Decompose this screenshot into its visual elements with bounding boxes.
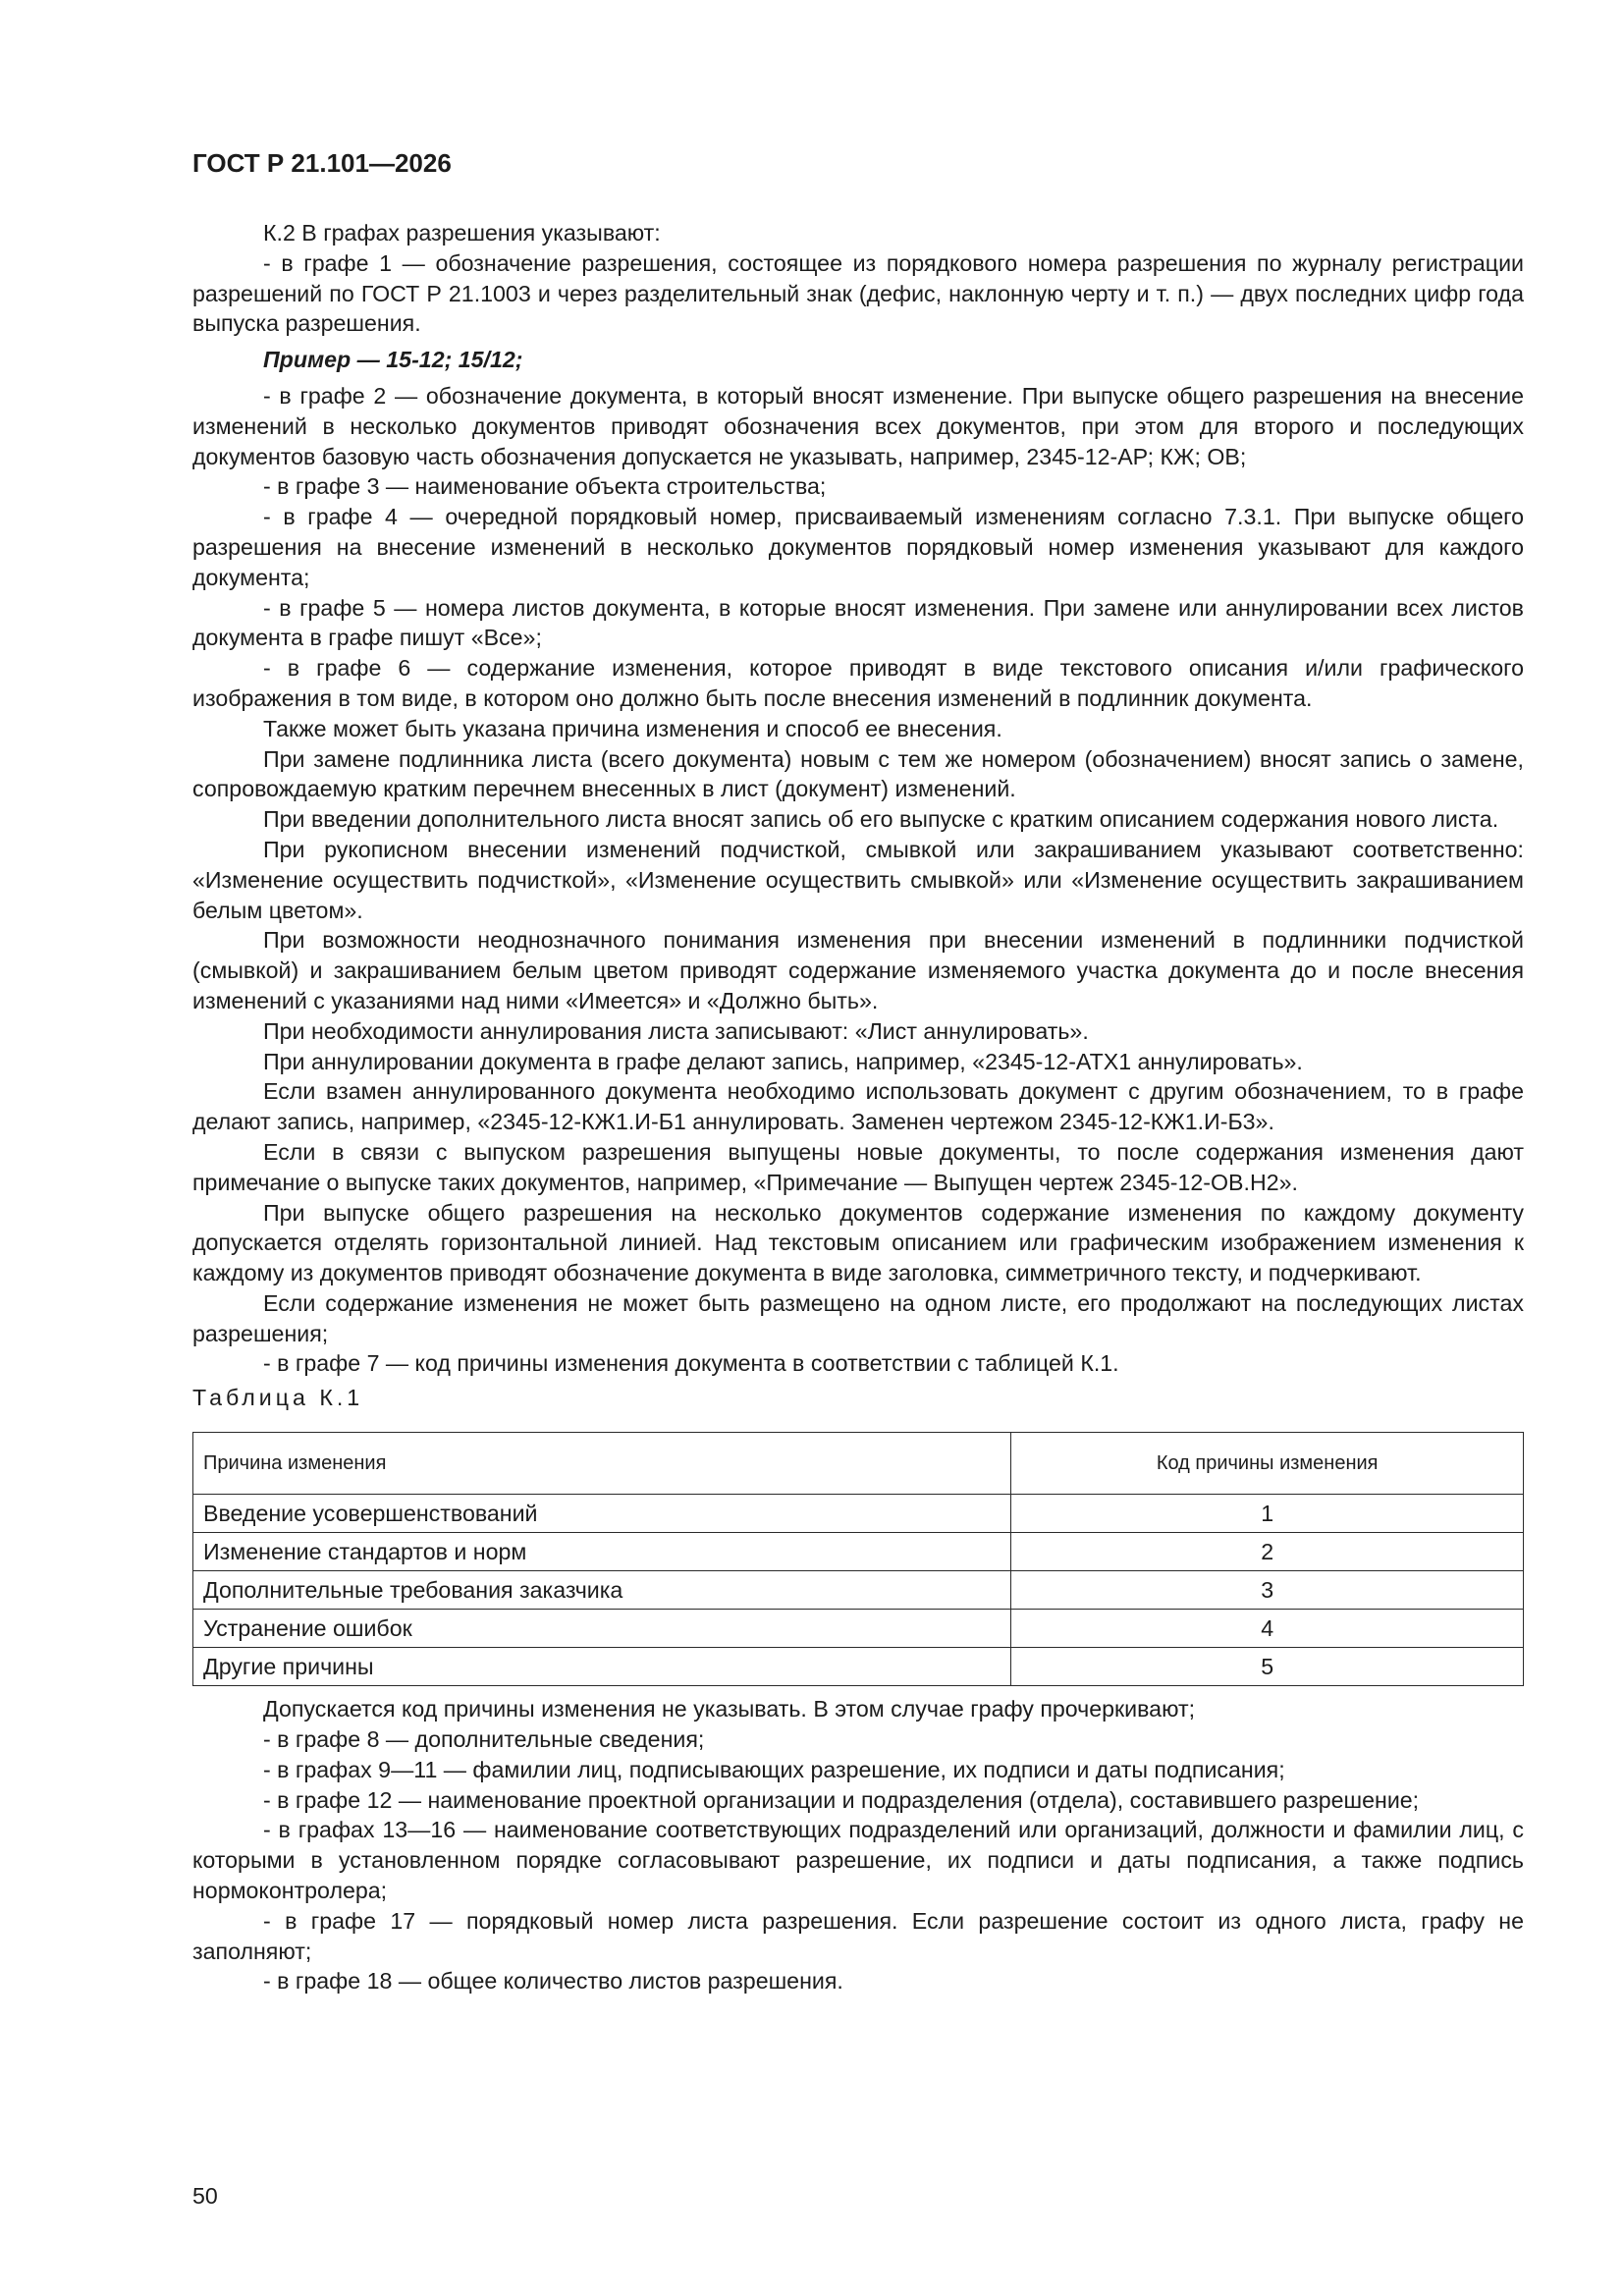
table-caption: Таблица К.1 [192, 1385, 364, 1411]
paragraph: - в графе 7 — код причины изменения документа в соответствии с таблицей К.1. [263, 1350, 1119, 1377]
paragraph: - в графе 3 — наименование объекта строительства; [263, 473, 827, 500]
paragraph: - в графе 8 — дополнительные сведения; [263, 1726, 705, 1753]
code-cell: 5 [1011, 1648, 1524, 1686]
table-row [193, 1610, 1524, 1648]
code-cell: 2 [1011, 1533, 1524, 1571]
paragraph: - в графе 5 — номера листов документа, в которые вносят изменения. При замене или аннулировании всех листов документа в графе пишут «Все»; [192, 594, 1524, 651]
paragraph: При замене подлинника листа (всего документа) новым с тем же номером (обозначением) вносят запись о замене, сопровождаемую кратким перечнем внесенных в лист (документ) изменений. [192, 745, 1524, 802]
paragraph: - в графе 17 — порядковый номер листа разрешения. Если разрешение состоит из одного листа, графу не заполняют; [192, 1907, 1524, 1964]
table-row [193, 1571, 1524, 1610]
paragraph: При выпуске общего разрешения на несколько документов содержание изменения по каждому документу допускается отделять горизонтальной линией. Над текстовым описанием или графическим изображением изменения к каждому из документов приводят обозначение документа в виде заголовка, симметричного тексту, и подчеркивают. [192, 1199, 1524, 1286]
paragraph: Также может быть указана причина изменения и способ ее внесения. [263, 715, 1002, 741]
column-header-code: Код причины изменения [1011, 1433, 1524, 1495]
paragraph: - в графах 13—16 — наименование соответствующих подразделений или организаций, должности и фамилии лиц, с которыми в установленном порядке согласовывают разрешение, их подписи и даты подписания, а также подпись нормоконтролера; [192, 1817, 1524, 1904]
paragraph: - в графе 6 — содержание изменения, которое приводят в виде текстового описания и/или графического изображения в том виде, в котором оно должно быть после внесения изменений в подлинник документа. [192, 655, 1524, 711]
paragraph: Если в связи с выпуском разрешения выпущены новые документы, то после содержания изменения дают примечание о выпуске таких документов, например, «Примечание — Выпущен чертеж 2345-12-ОВ.Н2». [192, 1138, 1524, 1195]
reason-cell: Дополнительные требования заказчика [193, 1571, 1011, 1610]
reason-cell: Введение усовершенствований [193, 1495, 1011, 1533]
paragraph: - в графе 2 — обозначение документа, в который вносят изменение. При выпуске общего разрешения на внесение изменений в несколько документов приводят обозначения всех документов, при этом для второго и последующих документов базовую часть обозначения допускается не указывать, например, 2345-12-АР; КЖ; ОВ; [192, 382, 1524, 469]
paragraph: - в графе 4 — очередной порядковый номер, присваиваемый изменениям согласно 7.3.1. При выпуске общего разрешения на внесение изменений в несколько документов порядковый номер изменения указывают для каждого документа; [192, 504, 1524, 590]
paragraph: При рукописном внесении изменений подчисткой, смывкой или закрашиванием указывают соответственно: «Изменение осуществить подчисткой», «Изменение осуществить смывкой» или «Изменение осуществить закрашиванием белым цветом». [192, 836, 1524, 923]
column-header-reason: Причина изменения [193, 1433, 1011, 1495]
document-page [192, 147, 1524, 1996]
reason-cell: Другие причины [193, 1648, 1011, 1686]
page-number: 50 [192, 2183, 218, 2209]
paragraph: Если взамен аннулированного документа необходимо использовать документ с другим обозначением, то в графе делают запись, например, «2345-12-КЖ1.И-Б1 аннулировать. Заменен чертежом 2345-12-КЖ1.И-Б3». [192, 1078, 1524, 1135]
paragraph: Если содержание изменения не может быть размещено на одном листе, его продолжают на последующих листах разрешения; [192, 1289, 1524, 1346]
reason-cell: Изменение стандартов и норм [193, 1533, 1011, 1571]
table-header-row [193, 1433, 1524, 1495]
paragraph: - в графе 1 — обозначение разрешения, состоящее из порядкового номера разрешения по журналу регистрации разрешений по ГОСТ Р 21.1003 и через разделительный знак (дефис, наклонную черту и т. п.) — двух последних цифр года выпуска разрешения. [192, 249, 1524, 337]
paragraph: - в графах 9—11 — фамилии лиц, подписывающих разрешение, их подписи и даты подписания; [263, 1756, 1285, 1782]
standard-header: ГОСТ Р 21.101—2026 [192, 148, 452, 178]
paragraph: Допускается код причины изменения не указывать. В этом случае графу прочеркивают; [263, 1696, 1196, 1722]
table-row [193, 1648, 1524, 1686]
paragraph: К.2 В графах разрешения указывают: [263, 220, 661, 246]
paragraph: При возможности неоднозначного понимания изменения при внесении изменений в подлинники подчисткой (смывкой) и закрашиванием белым цветом приводят содержание изменяемого участка документа до и после внесения изменений с указаниями над ними «Имеется» и «Должно быть». [192, 927, 1524, 1013]
change-reason-table [192, 1432, 1524, 1686]
code-cell: 1 [1011, 1495, 1524, 1533]
block-2 [192, 381, 1524, 1379]
paragraph: - в графе 12 — наименование проектной организации и подразделения (отдела), составившего разрешение; [263, 1786, 1420, 1813]
block-3 [192, 1694, 1524, 1996]
paragraph: При введении дополнительного листа вносят запись об его выпуске с кратким описанием содержания нового листа. [263, 806, 1499, 833]
block-1 [192, 218, 1524, 339]
table-row [193, 1533, 1524, 1571]
reason-cell: Устранение ошибок [193, 1610, 1011, 1648]
code-cell: 3 [1011, 1571, 1524, 1610]
paragraph: При необходимости аннулирования листа записывают: «Лист аннулировать». [263, 1017, 1089, 1044]
table-row [193, 1495, 1524, 1533]
paragraph: - в графе 18 — общее количество листов разрешения. [263, 1968, 843, 1995]
example-line: Пример — 15-12; 15/12; [263, 347, 523, 373]
paragraph: При аннулировании документа в графе делают запись, например, «2345-12-АТХ1 аннулировать». [263, 1048, 1303, 1074]
code-cell: 4 [1011, 1610, 1524, 1648]
